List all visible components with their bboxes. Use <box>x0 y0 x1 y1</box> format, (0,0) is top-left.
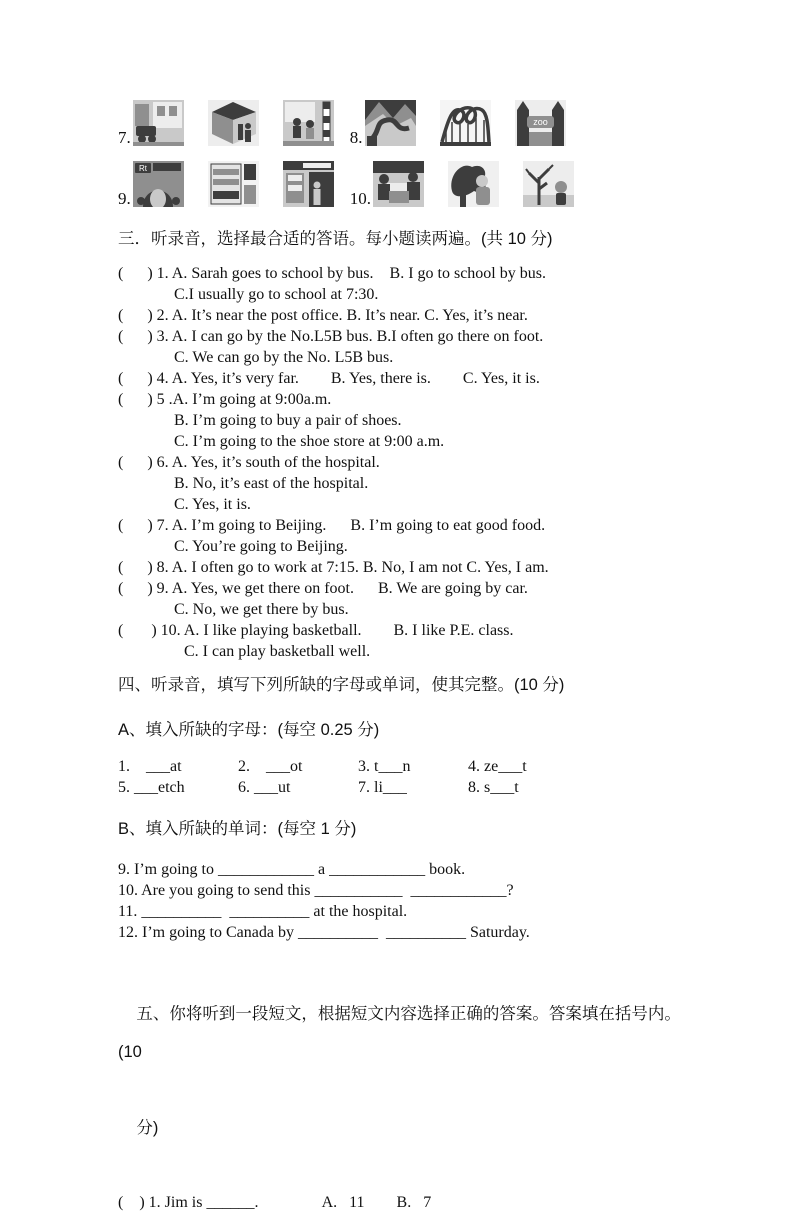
question-number: 7. <box>118 128 131 147</box>
answer-line: ( ) 9. A. Yes, we get there on foot. B. We are going by car. <box>118 580 528 597</box>
word-fill-line: 11. __________ __________ at the hospital. <box>118 903 408 920</box>
cinema-sign-text: Rt <box>138 164 147 173</box>
letter-item: 6. ___ut <box>238 779 291 796</box>
answer-line: C. I can play basketball well. <box>184 643 371 660</box>
letter-fill-grid <box>118 756 693 798</box>
street-scene-image <box>133 100 184 146</box>
letter-item: 3. t___n <box>358 758 411 775</box>
question-number: 9. <box>118 189 131 208</box>
word-fill-line: 12. I’m going to Canada by __________ __________ Saturday. <box>118 924 530 941</box>
section-five-title-line1: 五、你将听到一段短文，根据短文内容选择正确的答案。答案填在括号内。(10 <box>118 1005 681 1061</box>
section-five-title <box>118 957 693 1185</box>
answer-line: C. We can go by the No. L5B bus. <box>174 349 394 366</box>
answer-line: B. No, it’s east of the hospital. <box>174 475 369 492</box>
person-with-plant-image <box>448 161 499 207</box>
answer-line: C. Yes, it is. <box>174 496 251 513</box>
answer-line: ( ) 3. A. I can go by the No.L5B bus. B.I often go there on foot. <box>118 328 544 345</box>
answer-line: ( ) 10. A. I like playing basketball. B. I like P.E. class. <box>118 622 514 639</box>
part-a-title: A、填入所缺的字母：(每空 0.25 分) <box>118 721 380 739</box>
question-number: 8. <box>349 128 363 147</box>
great-wall-image <box>365 100 416 146</box>
answer-line: C.I usually go to school at 7:30. <box>174 286 379 303</box>
answer-line: ( ) 4. A. Yes, it’s very far. B. Yes, there is. C. Yes, it is. <box>118 370 540 387</box>
answer-line: ( ) 8. A. I often go to work at 7:15. B. No, I am not C. Yes, I am. <box>118 559 549 576</box>
answer-line: ( ) 7. A. I’m going to Beijing. B. I’m going to eat good food. <box>118 517 546 534</box>
question-number: 10. <box>349 189 371 208</box>
shop-display-image <box>208 161 259 207</box>
answer-line: ( ) 5 .A. I’m going at 9:00a.m. <box>118 391 332 408</box>
roller-coaster-image <box>440 100 491 146</box>
section-four-title: 四、听录音，填写下列所缺的字母或单词，使其完整。(10 分) <box>118 676 565 694</box>
dining-table-image <box>373 161 424 207</box>
picture-row-2 <box>118 161 693 207</box>
letter-item: 2. ___ot <box>238 758 303 775</box>
answer-line: B. I’m going to buy a pair of shoes. <box>174 412 402 429</box>
letter-item: 7. li___ <box>358 779 407 796</box>
picture-row-1 <box>118 100 693 146</box>
child-by-tree-image <box>523 161 574 207</box>
letter-item: 4. ze___t <box>468 758 527 775</box>
answer-line: C. No, we get there by bus. <box>174 601 349 618</box>
bookstore-front-image <box>283 161 334 207</box>
post-office-image <box>208 100 259 146</box>
passage-question-line: ( ) 1. Jim is ______. A. 11 B. 7 <box>118 1194 432 1211</box>
answer-line: ( ) 1. A. Sarah goes to school by bus. B. I go to school by bus. <box>118 265 546 282</box>
answer-line: C. You’re going to Beijing. <box>174 538 348 555</box>
answer-line: C. I’m going to the shoe store at 9:00 a.m. <box>174 433 445 450</box>
letter-item: 8. s___t <box>468 779 519 796</box>
answer-line: ( ) 6. A. Yes, it’s south of the hospital. <box>118 454 380 471</box>
section-three-title: 三．听录音，选择最合适的答语。每小题读两遍。(共 10 分) <box>118 230 553 248</box>
letter-item: 1. ___at <box>118 758 182 775</box>
answer-line: ( ) 2. A. It’s near the post office. B. It’s near. C. Yes, it’s near. <box>118 307 528 324</box>
section-five-title-line2: 分) <box>136 1119 159 1137</box>
letter-item: 5. ___etch <box>118 779 185 796</box>
cinema-entrance-image <box>133 161 184 207</box>
part-b-title: B、填入所缺的单词：(每空 1 分) <box>118 820 357 838</box>
word-fill-line: 9. I’m going to ____________ a ____________ book. <box>118 861 466 878</box>
word-fill-line: 10. Are you going to send this ___________ ____________? <box>118 882 514 899</box>
zoo-gate-image <box>515 100 566 146</box>
zoo-sign-text: zoo <box>532 117 548 127</box>
traffic-crossing-image <box>283 100 334 146</box>
